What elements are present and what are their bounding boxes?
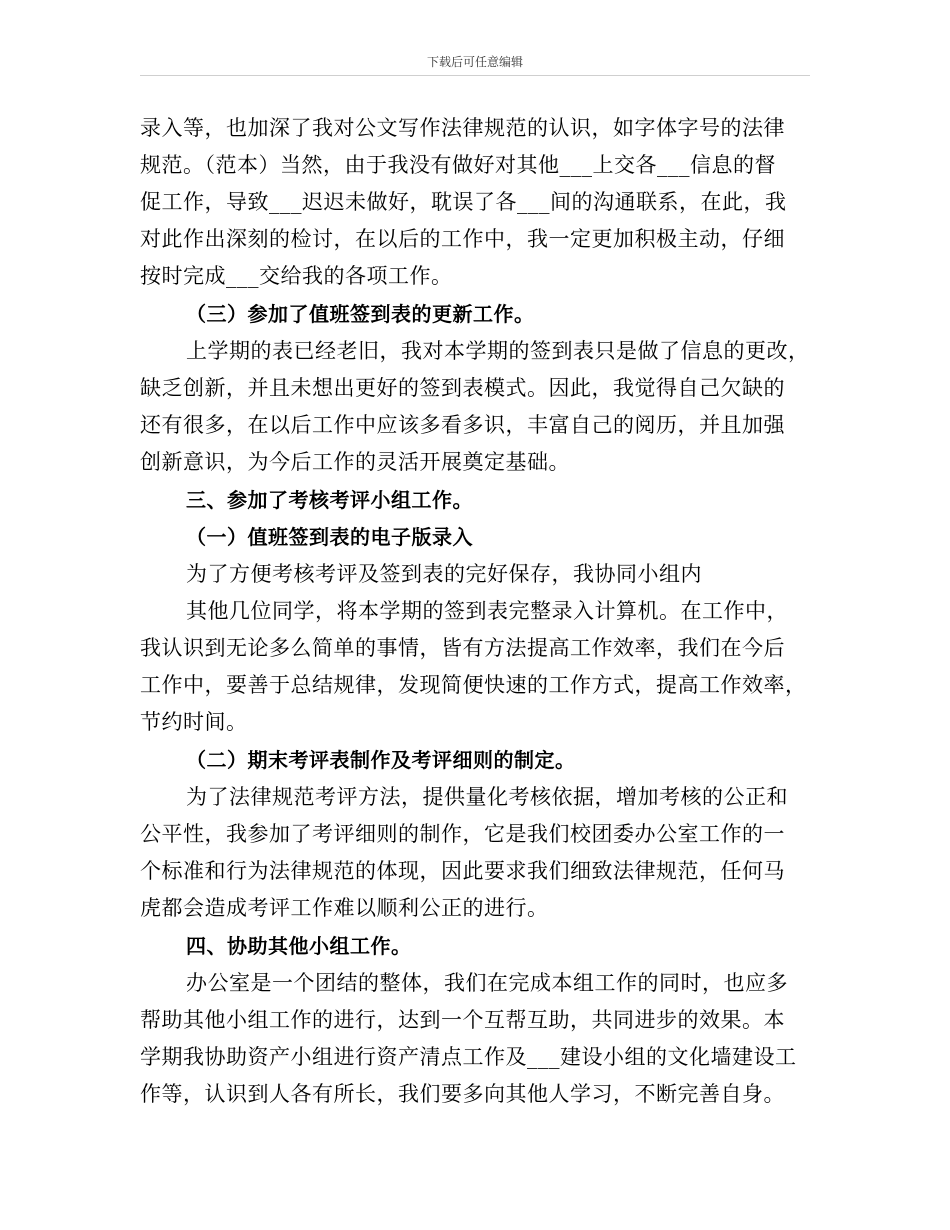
body-line: 公平性，我参加了考评细则的制作，它是我们校团委办公室工作的一 — [140, 822, 785, 846]
body-line: 促工作，导致___迟迟未做好，耽误了各___间的沟通联系，在此，我 — [140, 190, 787, 214]
section-heading: （一）值班签到表的电子版录入 — [186, 525, 473, 549]
body-line: 为了方便考核考评及签到表的完好保存，我协同小组内 — [186, 562, 702, 586]
body-line: 我认识到无论多么简单的事情，皆有方法提高工作效率，我们在今后 — [140, 636, 785, 660]
section-heading: （二）期末考评表制作及考评细则的制定。 — [186, 748, 576, 772]
header-divider — [140, 75, 810, 76]
body-line: 其他几位同学，将本学期的签到表完整录入计算机。在工作中， — [186, 599, 788, 623]
section-heading: 四、协助其他小组工作。 — [186, 934, 412, 958]
body-line: 上学期的表已经老旧，我对本学期的签到表只是做了信息的更改， — [186, 339, 810, 363]
section-heading: （三）参加了值班签到表的更新工作。 — [186, 302, 535, 326]
body-line: 虎都会造成考评工作难以顺利公正的进行。 — [140, 896, 549, 920]
body-line: 还有很多，在以后工作中应该多看多识，丰富自己的阅历，并且加强 — [140, 413, 785, 437]
body-line: 对此作出深刻的检讨，在以后的工作中，我一定更加积极主动，仔细 — [140, 227, 785, 251]
body-line: 规范。（范本）当然，由于我没有做好对其他___上交各___信息的督 — [140, 153, 776, 177]
body-line: 个标准和行为法律规范的体现，因此要求我们细致法律规范，任何马 — [140, 859, 785, 883]
body-line: 工作中，要善于总结规律，发现简便快速的工作方式，提高工作效率， — [140, 673, 807, 697]
section-heading: 三、参加了考核考评小组工作。 — [186, 488, 473, 512]
page-header: 下载后可任意编辑 — [426, 55, 523, 69]
body-line: 创新意识，为今后工作的灵活开展奠定基础。 — [140, 450, 570, 474]
body-line: 学期我协助资产小组进行资产清点工作及___建设小组的文化墙建设工 — [140, 1045, 797, 1069]
body-line: 作等，认识到人各有所长，我们要多向其他人学习，不断完善自身。 — [140, 1082, 785, 1106]
body-line: 帮助其他小组工作的进行，达到一个互帮互助，共同进步的效果。本 — [140, 1008, 785, 1032]
body-line: 缺乏创新，并且未想出更好的签到表模式。因此，我觉得自己欠缺的 — [140, 376, 785, 400]
body-line: 为了法律规范考评方法，提供量化考核依据，增加考核的公正和 — [186, 785, 788, 809]
body-line: 按时完成___交给我的各项工作。 — [140, 264, 453, 288]
body-line: 录入等，也加深了我对公文写作法律规范的认识，如字体字号的法律 — [140, 116, 785, 140]
body-line: 办公室是一个团结的整体，我们在完成本组工作的同时，也应多 — [186, 971, 788, 995]
body-line: 节约时间。 — [140, 710, 248, 734]
